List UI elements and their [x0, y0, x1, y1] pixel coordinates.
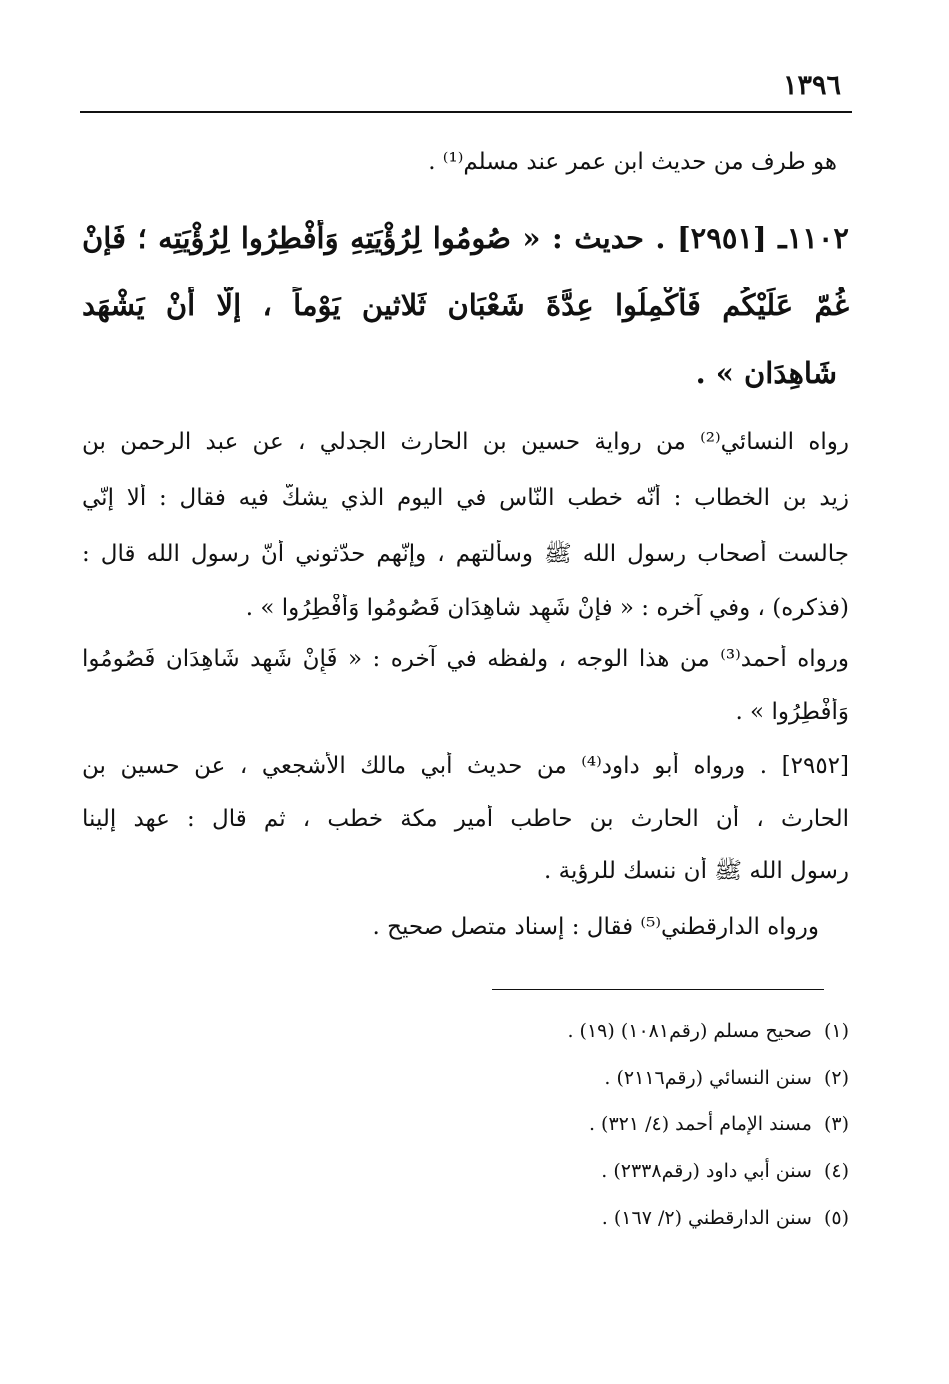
footnote-number: (٣) [823, 1113, 849, 1135]
body-line: ورواه أحمد⁽³⁾ من هذا الوجه ، ولفظه في آخره : « فَإِنْ شَهِد شَاهِدَان فَصُومُوا [82, 646, 849, 672]
body-line: الحارث ، أن الحارث بن حاطب أمير مكة خطب ، ثم قال : عهد إلينا [82, 806, 849, 832]
body-line: [٢٩٥٢] . ورواه أبو داود⁽⁴⁾ من حديث أبي مالك الأشجعي ، عن حسين بن [82, 753, 849, 779]
hadith-heading-line: غُمّ عَلَيْكُم فَأَكْمِلُوا عِدَّةَ شَعْبَان ثَلاثين يَوْماً ، إِلَّا أَنْ يَشْهَد [82, 288, 849, 322]
header-rule [80, 111, 852, 113]
body-line: ورواه الدارقطني⁽⁵⁾ فقال : إسناد متصل صحيح . [372, 914, 819, 940]
footnote-3 [300, 1113, 849, 1137]
body-line: زيد بن الخطاب : أنّه خطب النّاس في اليوم الذي يشكّ فيه فقال : ألا إنّي [82, 485, 849, 511]
footnote-text: مسند الإمام أحمد (٤/ ٣٢١) . [588, 1113, 812, 1135]
body-line: وَأَفْطِرُوا » . [735, 699, 849, 725]
body-line: (فذكره) ، وفي آخره : « فإنْ شَهِد شاهِدَان فَصُومُوا وَأَفْطِرُوا » . [245, 595, 849, 621]
footnote-2 [300, 1067, 849, 1091]
footnote-text: سنن أبي داود (رقم٢٣٣٨) . [601, 1160, 812, 1182]
footnote-text: سنن الدارقطني (٢/ ١٦٧) . [601, 1207, 812, 1229]
body-line: رسول الله ﷺ أن ننسك للرؤية . [544, 858, 849, 884]
footnote-number: (٢) [823, 1067, 849, 1089]
body-line: رواه النسائي⁽²⁾ من رواية حسين بن الحارث الجدلي ، عن عبد الرحمن بن [82, 429, 849, 455]
footnote-1 [300, 1020, 849, 1044]
footnote-number: (٥) [823, 1207, 849, 1229]
page-number: ١٣٩٦ [782, 70, 841, 101]
footnote-number: (١) [823, 1020, 849, 1042]
body-line: جالست أصحاب رسول الله ﷺ وسألتهم ، وإنّهم حدّثوني أنّ رسول الله قال : [82, 541, 849, 567]
footnote-5 [300, 1207, 849, 1231]
intro-line: هو طرف من حديث ابن عمر عند مسلم⁽¹⁾ . [428, 149, 837, 175]
footnote-number: (٤) [823, 1160, 849, 1182]
footnote-separator [492, 989, 824, 990]
footnote-text: سنن النسائي (رقم٢١١٦) . [604, 1067, 812, 1089]
hadith-heading-line: شَاهِدَان » . [695, 356, 837, 390]
hadith-heading-line: ١١٠٢ـ [٢٩٥١] . حديث : « صُومُوا لِرُؤْيَتِهِ وَأَفْطِرُوا لِرُؤْيَتِه ؛ فَإِنْ [82, 221, 849, 255]
footnote-4 [300, 1160, 849, 1184]
footnote-text: صحيح مسلم (رقم١٠٨١) (١٩) . [567, 1020, 812, 1042]
